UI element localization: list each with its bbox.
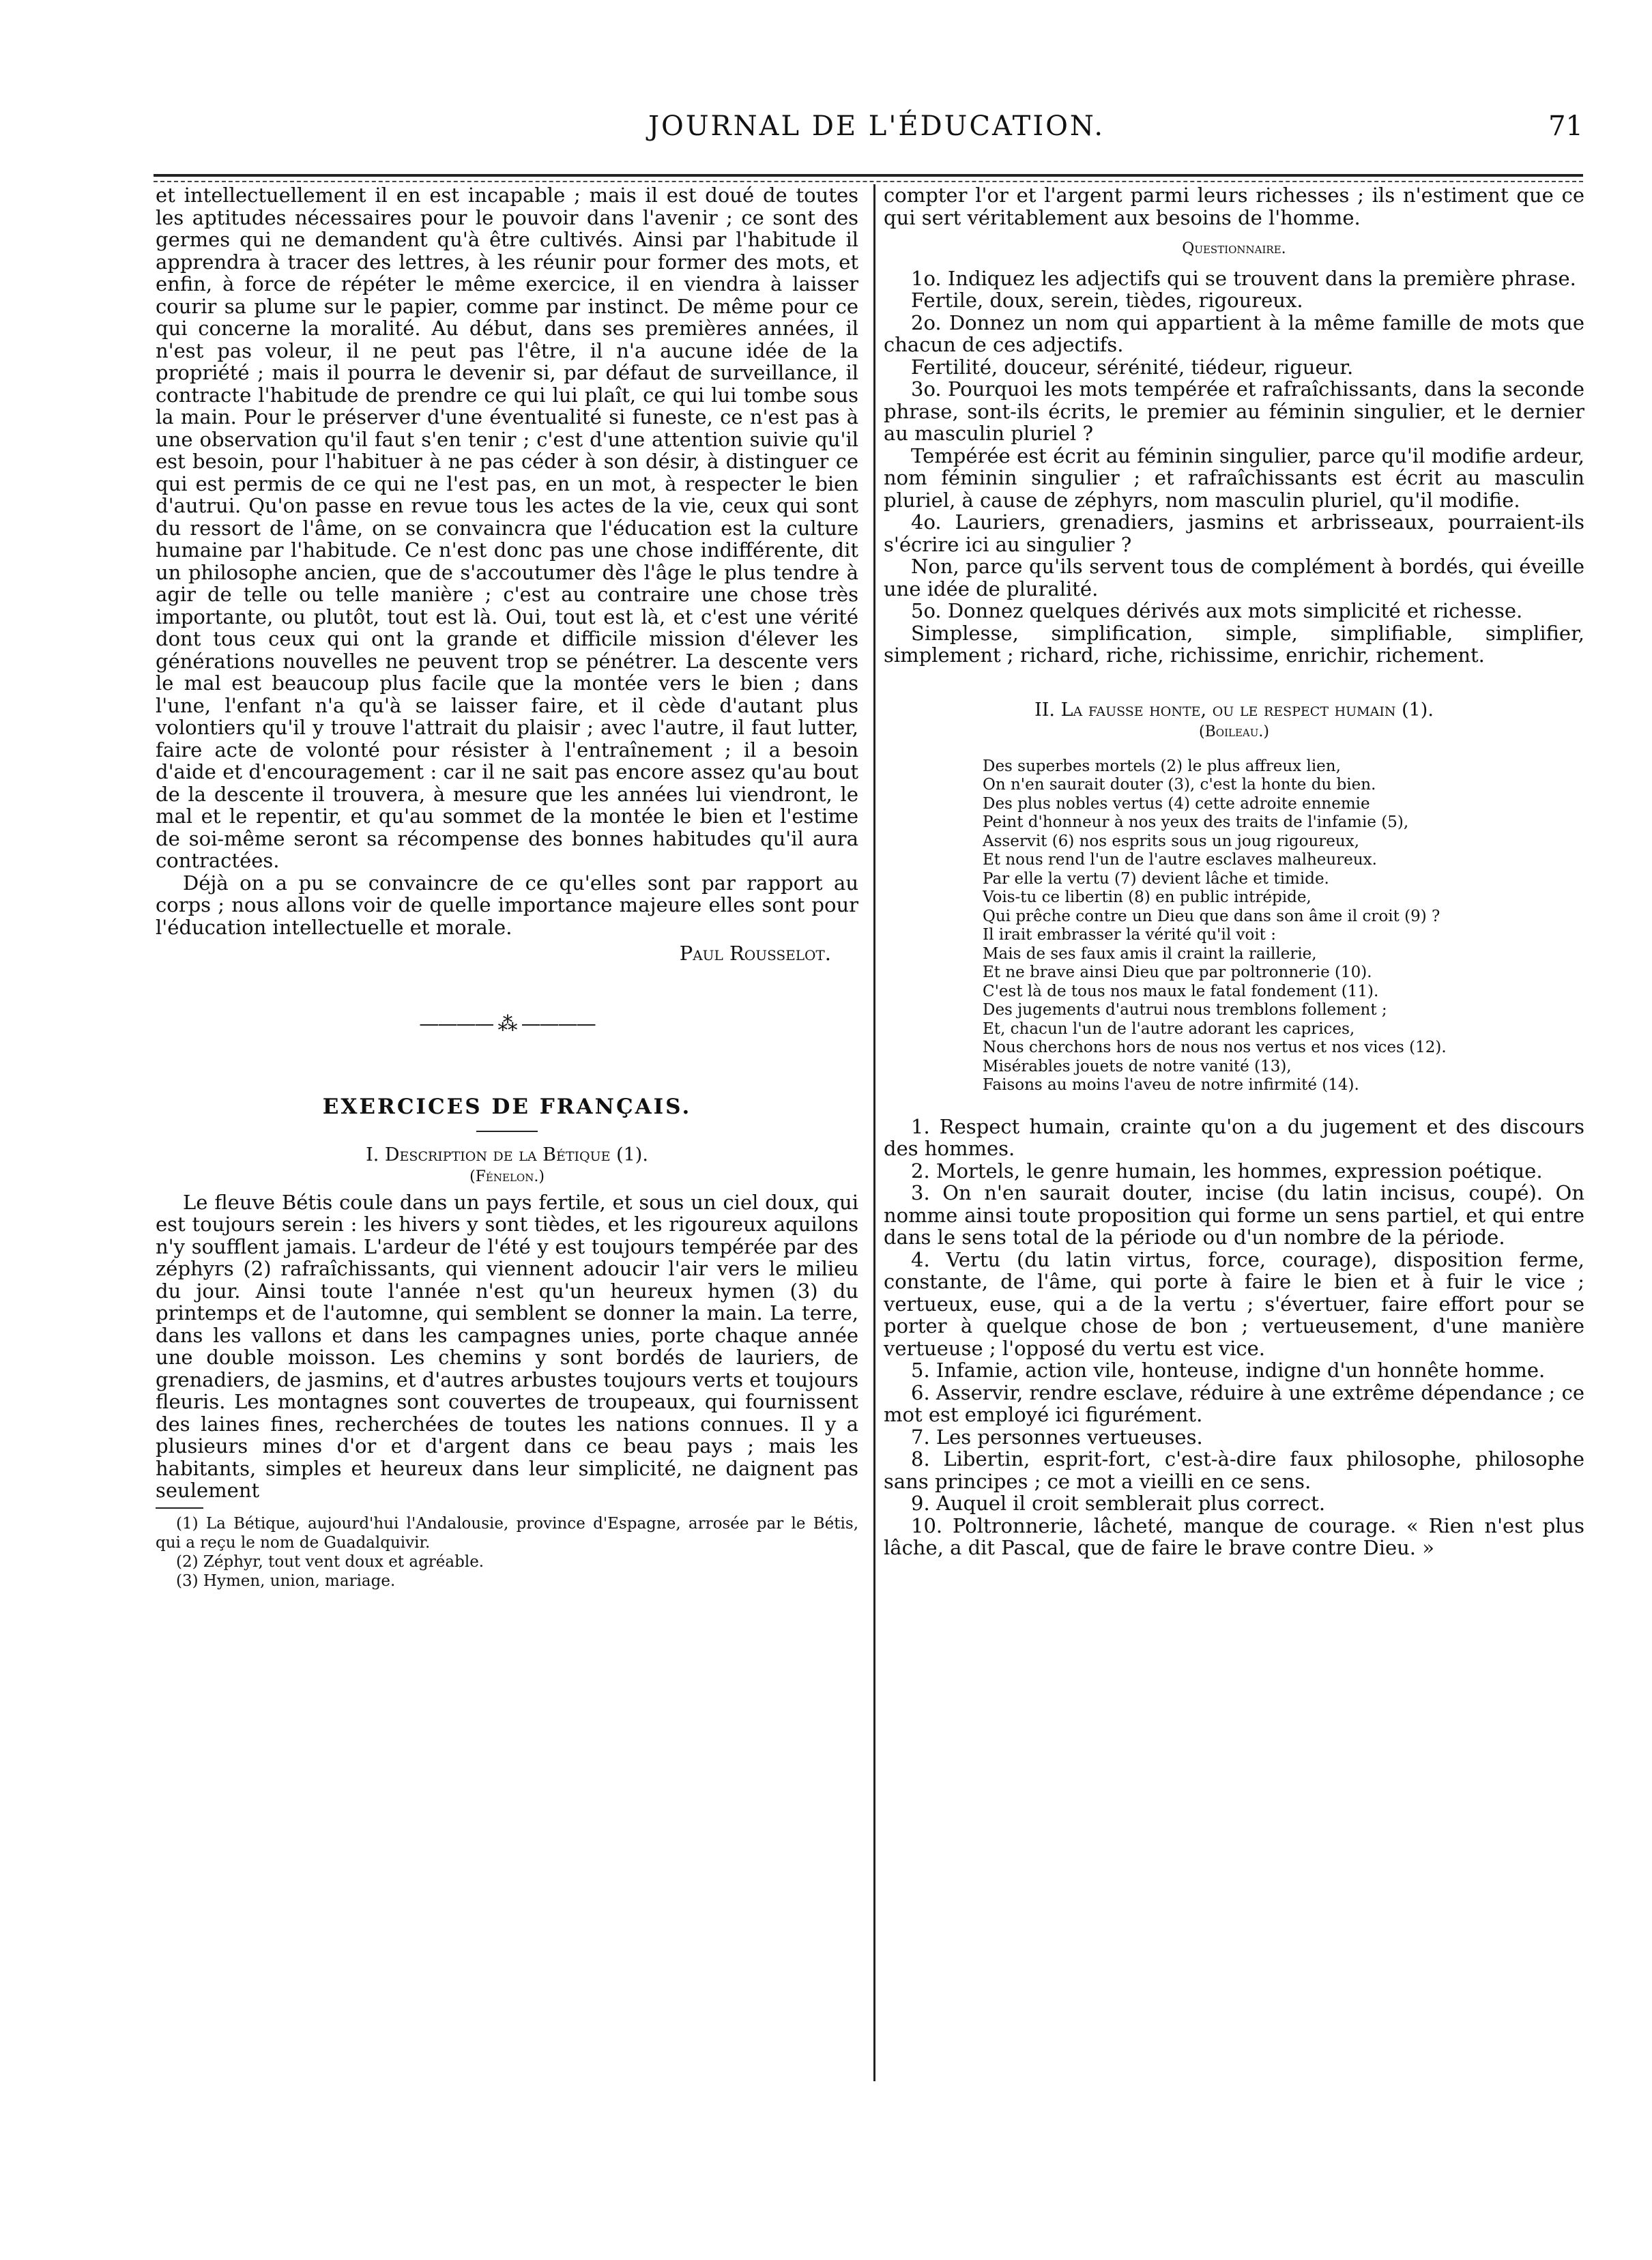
article-paragraph-1: et intellectuellement il en est incapable ; mais il est doué de toutes les aptitudes nécessaires pour le pouvoir dans l'avenir ; ce sont des germes qui ne demandent qu'à être cultivés. Ainsi par l'habitude il apprendra à tracer des lettres, à les réunir pour former des mots, et enfin, à force de répéter le même exercice, il en viendra à laisser courir sa plume sur le papier, comme par instinct. De même pour ce qui concerne la moralité. Au début, dans ses premières années, il n'est pas voleur, il ne peut pas l'être, il n'a aucune idée de la propriété ; mais il pourra le devenir si, par défaut de surveillance, il contracte l'habitude de prendre ce qui lui plaît, ce qui lui tombe sous la main. Pour le préserver d'une éventualité si funeste, ce n'est pas à une observation qu'il faut s'en tenir ; c'est d'une attention suivie qu'il est besoin, pour l'habituer à ne pas céder à son désir, à distinguer ce qui est permis de ce qui ne l'est pas, en un mot, à respecter le bien d'autrui. Qu'on passe en revue tous les actes de la vie, ceux qui sont du ressort de l'âme, on se convaincra que l'éducation est la culture humaine par l'habitude. Ce n'est donc pas une chose indifférente, dit un philosophe ancien, que de s'accoutumer dès l'âge le plus tendre à agir de telle ou telle manière ; c'est au contraire une chose très importante, ou plutôt, tout est là. Oui, tout est là, et c'est une vérité dont tous ceux qui ont la grande et difficile mission d'élever les générations nouvelles ne peuvent trop se pénétrer. La descente vers le mal est beaucoup plus facile que la montée vers le bien ; dans l'une, l'enfant n'a qu'à se laisser faire, et il cède d'autant plus volontiers qu'il y trouve l'attrait du plaisir ; avec l'autre, il faut lutter, faire acte de volonté pour résister à l'entraînement ; il a besoin d'aide et d'encouragement : car il ne sait pas encore assez qu'au bout de la descente il trouvera, à mesure que les années lui viendront, le mal et le repentir, et qu'au sommet de la montée le bien et l'estime de soi-même seront sa récompense des bonnes habitudes qu'il aura contractées.	[156, 184, 858, 872]
poem-note: 5. Infamie, action vile, honteuse, indigne d'un honnête homme.	[911, 1359, 1546, 1382]
ornament-divider: ———— ⁂ ————	[419, 1011, 595, 1035]
poem-line: Des jugements d'autrui nous tremblons follement ;	[983, 1001, 1387, 1019]
footnote-rule	[156, 1507, 203, 1509]
poem-line: Et nous rend l'un de l'autre esclaves malheureux.	[983, 851, 1377, 869]
poem-note: 7. Les personnes vertueuses.	[911, 1425, 1203, 1449]
poem-note: 9. Auquel il croit semblerait plus correct.	[911, 1492, 1326, 1515]
poem-line: Faisons au moins l'aveu de notre infirmité (14).	[983, 1076, 1359, 1094]
poem-line: Nous cherchons hors de nous nos vertus et nos vices (12).	[983, 1039, 1447, 1056]
poem-note: 1. Respect humain, crainte qu'on a du jugement et des discours des hommes.	[884, 1114, 1584, 1160]
question: 3o. Pourquoi les mots tempérée et rafraîchissants, dans la seconde phrase, sont-ils écrits, le premier au féminin singulier, et le dernier au masculin pluriel ?	[884, 377, 1584, 445]
footnote: (1) La Bétique, aujourd'hui l'Andalousie, province d'Espagne, arrosée par le Bétis, qui a reçu le nom de Guadalquivir.	[156, 1514, 858, 1552]
poem-line: C'est là de tous nos maux le fatal fondement (11).	[983, 982, 1379, 1000]
poem-line: Et ne brave ainsi Dieu que par poltronnerie (10).	[983, 964, 1372, 981]
poem-line: Par elle la vertu (7) devient lâche et timide.	[983, 869, 1329, 888]
poem-line: Peint d'honneur à nos yeux des traits de l'infamie (5),	[983, 813, 1409, 831]
question: 5o. Donnez quelques dérivés aux mots simplicité et richesse.	[911, 599, 1523, 622]
footnote: (2) Zéphyr, tout vent doux et agréable.	[176, 1552, 484, 1571]
exercise-1-text: Le fleuve Bétis coule dans un pays fertile, et sous un ciel doux, qui est toujours serein : les hivers y sont tièdes, et les rigoureux aquilons n'y soufflent jamais. L'ardeur de l'été y est toujours tempérée par des zéphyrs (2) rafraîchissants, qui viennent adoucir l'air vers le milieu du jour. Ainsi toute l'année n'est qu'un heureux hymen (3) du printemps et de l'automne, qui semblent se donner la main. La terre, dans les vallons et dans les campagnes unies, porte chaque année une double moisson. Les chemins y sont bordés de lauriers, de grenadiers, de jasmins, et d'autres arbustes toujours verts et toujours fleuris. Les montagnes sont couvertes de troupeaux, qui fournissent des laines fines, recherchées de toutes les nations connues. Il y a plusieurs mines d'or et d'argent dans ce beau pays ; mais les habitants, simples et heureux dans leur simplicité, ne daignent pas seulement	[156, 1190, 858, 1502]
footnotes	[156, 1514, 858, 1591]
exercise-2-author: (Boileau.)	[1199, 723, 1269, 740]
poem-line: Vois-tu ce libertin (8) en public intrépide,	[983, 888, 1312, 906]
exercise-1-continuation: compter l'or et l'argent parmi leurs richesses ; ils n'estiment que ce qui sert véritablement aux besoins de l'homme.	[884, 184, 1584, 229]
poem-note: 6. Asservir, rendre esclave, réduire à une extrême dépendance ; ce mot est employé ici figurément.	[884, 1380, 1584, 1426]
article-signature: Paul Rousselot.	[679, 942, 831, 965]
answer: Tempérée est écrit au féminin singulier, parce qu'il modifie ardeur, nom féminin singulier ; et rafraîchissants est écrit au masculin pluriel, à cause de zéphyrs, nom masculin pluriel, qu'il modifie.	[884, 444, 1584, 512]
journal-title: JOURNAL DE L'ÉDUCATION.	[648, 111, 1105, 142]
right-column	[884, 184, 1584, 1559]
footnote: (3) Hymen, union, mariage.	[176, 1571, 396, 1590]
poem-line: On n'en saurait douter (3), c'est la honte du bien.	[983, 776, 1376, 794]
poem-line: Il irait embrasser la vérité qu'il voit :	[983, 926, 1276, 944]
poem-line: Des plus nobles vertus (4) cette adroite ennemie	[983, 794, 1370, 813]
question: 2o. Donnez un nom qui appartient à la même famille de mots que chacun de ces adjectifs.	[884, 310, 1584, 356]
exercise-1-title: I. Description de la Bétique (1).	[366, 1144, 648, 1165]
exercise-2-title: II. La fausse honte, ou le respect humain (1).	[1034, 699, 1434, 721]
article-paragraph-2: Déjà on a pu se convaincre de ce qu'elles sont par rapport au corps ; nous allons voir de quelle importance majeure elles sont pour l'éducation intellectuelle et morale.	[156, 871, 858, 939]
exercise-1-author: (Fénelon.)	[469, 1168, 545, 1185]
poem-note: 4. Vertu (du latin virtus, force, courage), disposition ferme, constante, de l'âme, qui porte à faire le bien et à fuir le vice ; vertueux, euse, qui a de la vertu ; s'évertuer, faire effort pour se porter à quelque chose de bon ; vertueusement, d'une manière vertueuse ; l'opposé du vertu est vice.	[884, 1247, 1584, 1360]
questionnaire-title: Questionnaire.	[1182, 240, 1286, 257]
answer: Simplesse, simplification, simple, simplifiable, simplifier, simplement ; richard, riche, richissime, enrichir, richement.	[884, 621, 1584, 667]
poem	[884, 757, 1584, 1095]
answer: Fertile, doux, serein, tièdes, rigoureux.	[911, 289, 1303, 312]
poem-note: 10. Poltronnerie, lâcheté, manque de courage. « Rien n'est plus lâche, a dit Pascal, que de faire le brave contre Dieu. »	[884, 1513, 1584, 1559]
section-rule	[476, 1131, 538, 1132]
question: 1o. Indiquez les adjectifs qui se trouvent dans la première phrase.	[911, 266, 1576, 290]
poem-line: Qui prêche contre un Dieu que dans son âme il croit (9) ?	[983, 907, 1440, 925]
poem-note: 3. On n'en saurait douter, incise (du latin incisus, coupé). On nomme ainsi toute proposition qui forme un sens partiel, et qui entre dans le sens total de la période ou d'un nombre de la période.	[884, 1181, 1584, 1249]
answer: Fertilité, douceur, sérénité, tiédeur, rigueur.	[911, 355, 1354, 379]
poem-line: Et, chacun l'un de l'autre adorant les caprices,	[983, 1019, 1355, 1038]
page-header	[150, 102, 1583, 150]
poem-note: 8. Libertin, esprit-fort, c'est-à-dire faux philosophe, philosophe sans principes ; ce mot a vieilli en ce sens.	[884, 1447, 1584, 1493]
poem-line: Asservit (6) nos esprits sous un joug rigoureux,	[983, 832, 1360, 850]
page-number: 71	[1548, 111, 1583, 142]
question: 4o. Lauriers, grenadiers, jasmins et arbrisseaux, pourraient-ils s'écrire ici au singulier ?	[884, 510, 1584, 556]
header-rule	[154, 174, 1583, 182]
poem-note: 2. Mortels, le genre humain, les hommes, expression poétique.	[911, 1159, 1543, 1183]
poem-line: Misérables jouets de notre vanité (13),	[983, 1057, 1292, 1075]
left-column	[156, 184, 858, 1591]
answer: Non, parce qu'ils servent tous de complément à bordés, qui éveille une idée de pluralité.	[884, 555, 1584, 600]
poem-line: Des superbes mortels (2) le plus affreux lien,	[983, 757, 1341, 775]
poem-line: Mais de ses faux amis il craint la raillerie,	[983, 944, 1317, 963]
column-divider	[873, 184, 875, 2081]
section-title: EXERCICES DE FRANÇAIS.	[322, 1095, 692, 1119]
